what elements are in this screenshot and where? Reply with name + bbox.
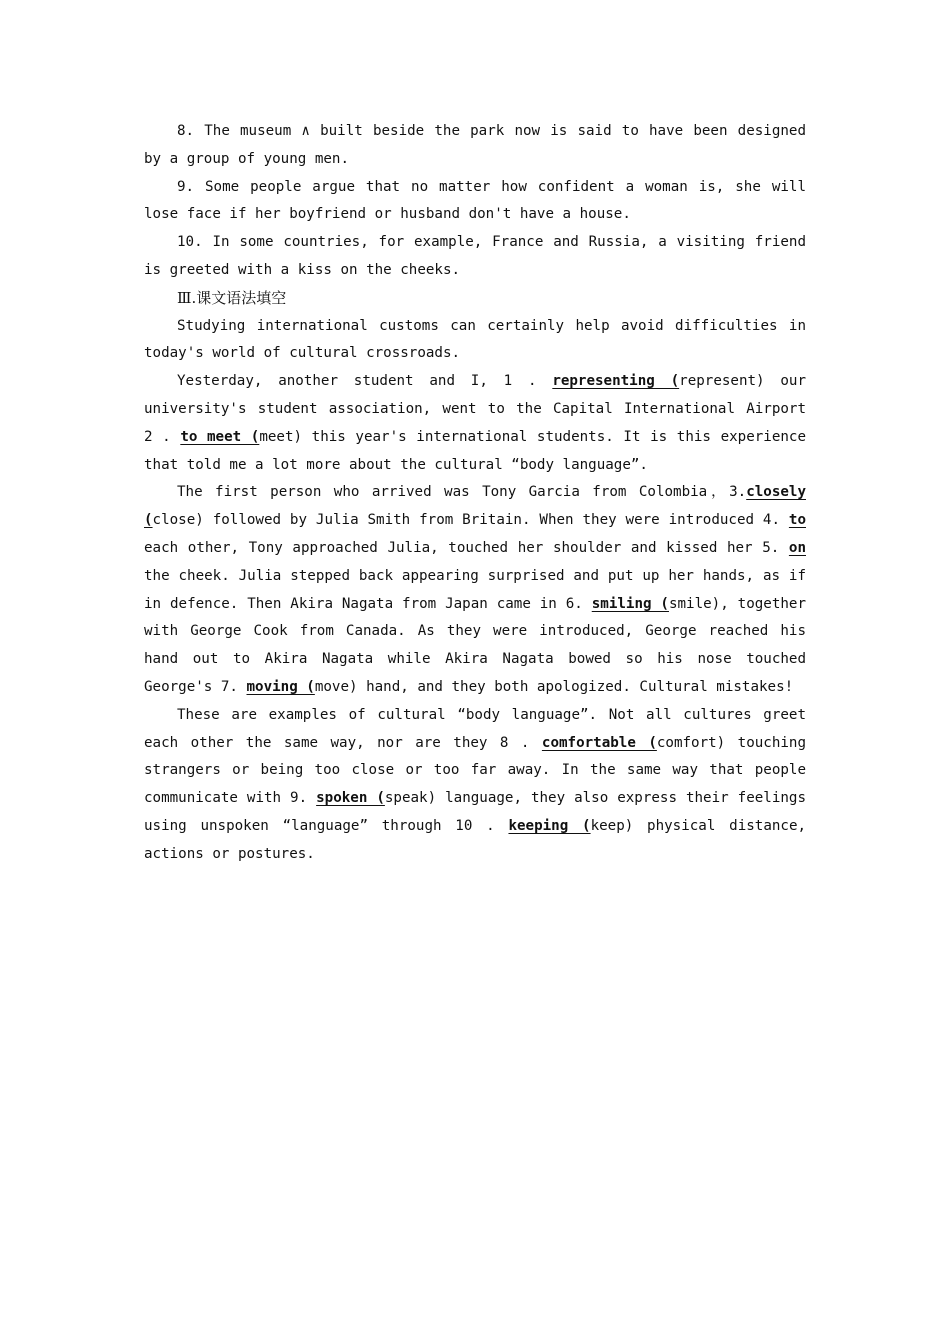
passage-text: comfort) touching strangers or being too close or too far away. In the same way that people communicate with 9.: [144, 734, 806, 807]
passage-text: the cheek. Julia stepped back appearing surprised and put up her hands, as if in defence. Then Akira Nagata from Japan came in 6.: [144, 567, 806, 612]
passage-paragraph-3: [144, 479, 806, 701]
answer-10: keeping (: [508, 817, 591, 834]
document-page: [144, 118, 806, 869]
correction-item-8: 8. The museum ∧ built beside the park now is said to have been designed by a group of young men.: [144, 123, 806, 167]
correction-item-10: 10. In some countries, for example, France and Russia, a visiting friend is greeted with a kiss on the cheeks.: [144, 234, 806, 278]
section-heading-grammar-fill: Ⅲ.课文语法填空: [177, 288, 287, 307]
passage-paragraph-2: [144, 368, 806, 479]
answer-6: smiling (: [591, 595, 669, 612]
passage-text: meet) this year's international students. It is this experience that told me a lot more about the cultural “body language”.: [144, 428, 807, 473]
passage-text: Yesterday, another student and I, 1 .: [177, 373, 553, 390]
correction-item-9: 9. Some people argue that no matter how confident a woman is, she will lose face if her boyfriend or husband don't have a house.: [144, 178, 806, 223]
passage-text: represent) our university's student association, went to the Capital International Airport 2 .: [144, 373, 806, 445]
passage-text: speak) language, they also express their feelings using unspoken “language” through 10 .: [144, 790, 806, 834]
answer-9: spoken (: [316, 790, 385, 807]
passage-text: each other, Tony approached Julia, touched her shoulder and kissed her 5.: [144, 539, 789, 556]
passage-text: move) hand, and they both apologized. Cultural mistakes!: [314, 678, 794, 695]
answer-3: closely (: [144, 484, 806, 529]
passage-text: smile), together with George Cook from Canada. As they were introduced, George reached his hand out to Akira Nagata while Akira Nagata bowed so his nose touched George's 7.: [144, 595, 806, 695]
passage-text: The first person who arrived was Tony Garcia from Colombia，3.: [177, 484, 747, 501]
answer-2: to meet (: [180, 428, 260, 445]
answer-7: moving (: [246, 678, 315, 695]
answer-4: to: [788, 512, 806, 529]
answer-5: on: [788, 539, 806, 556]
passage-text: close) followed by Julia Smith from Britain. When they were introduced 4.: [152, 512, 789, 529]
passage-text: keep) physical distance, actions or postures.: [144, 817, 807, 862]
answer-8: comfortable (: [541, 734, 657, 751]
passage-paragraph-4: [144, 702, 806, 869]
passage-paragraph-1: Studying international customs can certainly help avoid difficulties in today's world of cultural crossroads.: [144, 317, 806, 362]
passage-text: These are examples of cultural “body language”. Not all cultures greet each other the same way, nor are they 8 .: [144, 706, 806, 751]
answer-1: representing (: [552, 373, 680, 390]
